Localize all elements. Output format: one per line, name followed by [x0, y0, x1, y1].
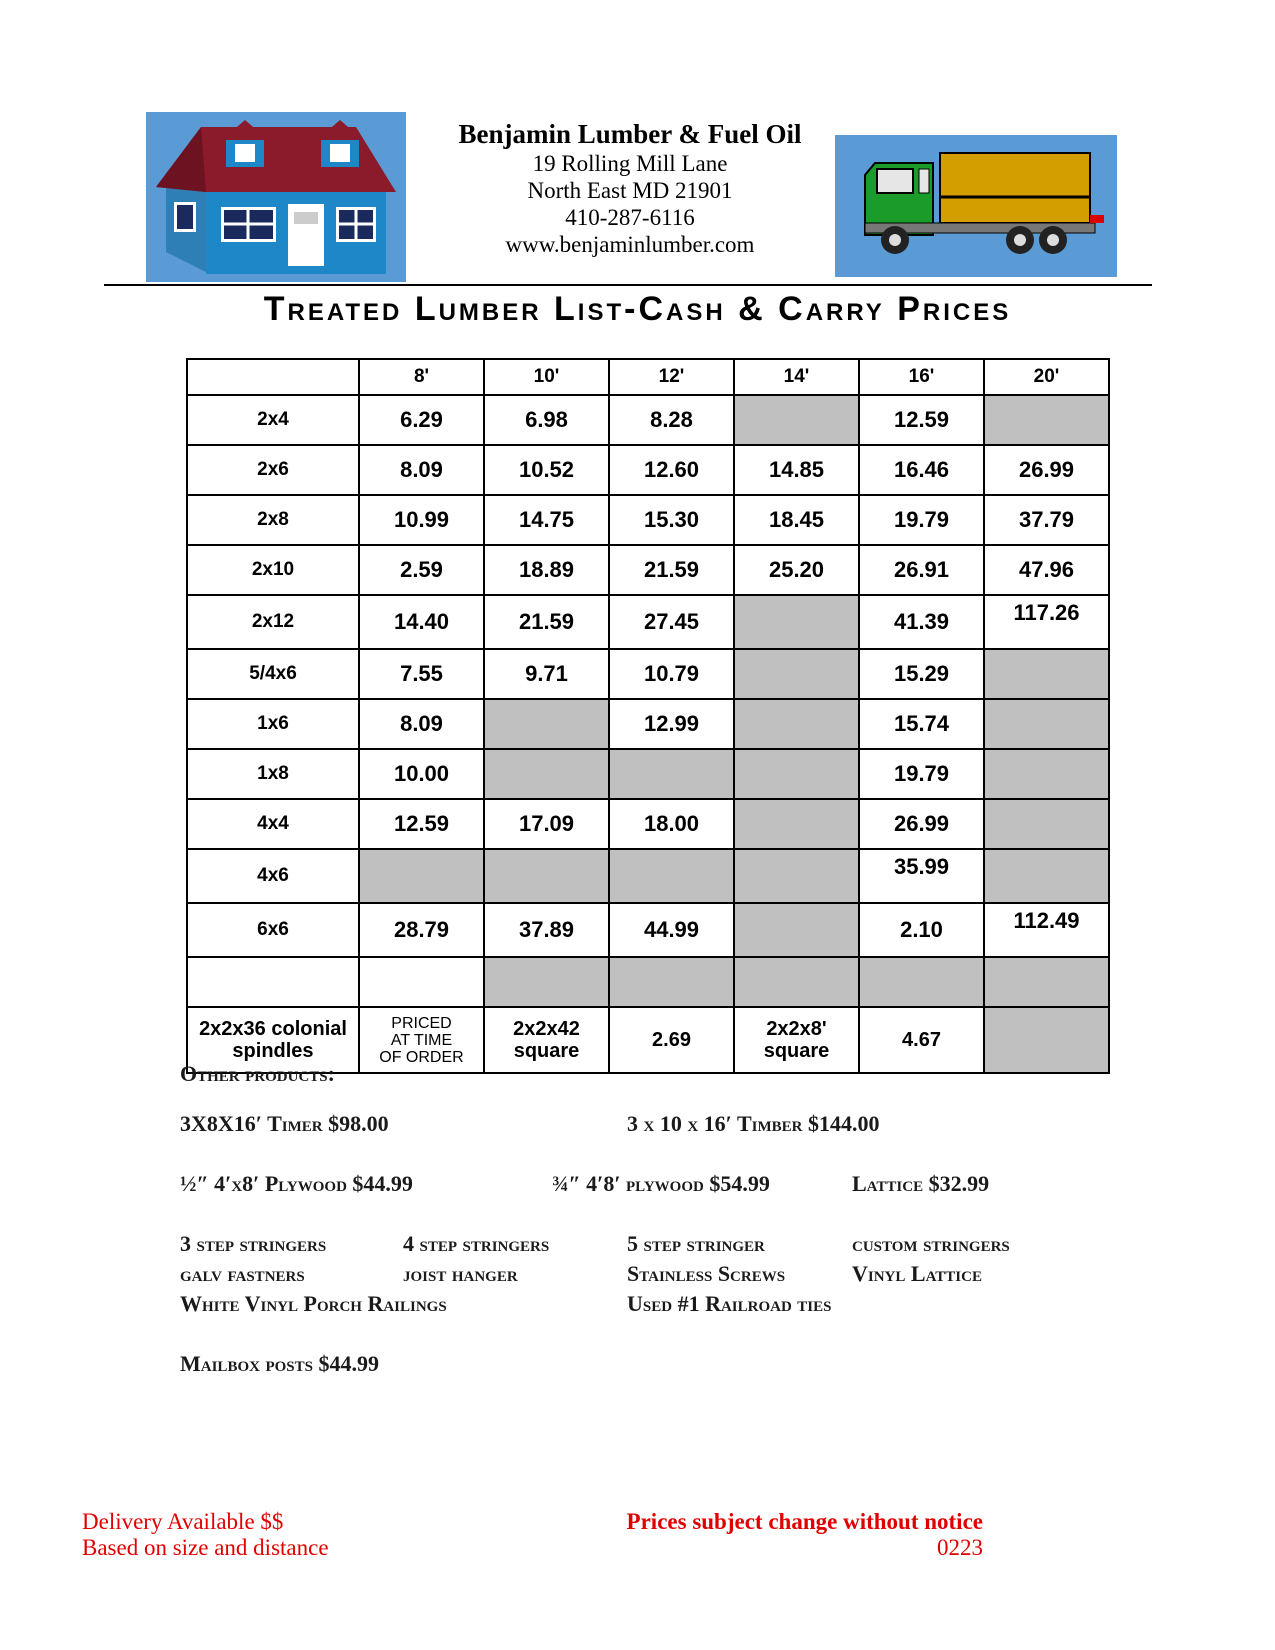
product-mailbox-posts: Mailbox posts $44.99 [180, 1351, 379, 1376]
price-cell: 26.91 [859, 545, 984, 595]
table-cell [984, 1007, 1109, 1073]
cell-text: spindles [232, 1040, 314, 1062]
product-galv-fastners: galv fastners [180, 1261, 305, 1286]
other-products-heading: Other products: [180, 1061, 335, 1086]
price-cell [734, 649, 859, 699]
product-railroad-ties: Used #1 Railroad ties [627, 1291, 832, 1316]
page-title: Treated Lumber List-Cash & Carry Prices [263, 290, 1012, 328]
product-stringers-3: 3 step stringers [180, 1231, 327, 1256]
product-stainless-screws: Stainless Screws [627, 1261, 786, 1286]
table-cell: 4.67 [859, 1007, 984, 1073]
product-joist-hanger: joist hanger [403, 1261, 518, 1286]
row-label [187, 957, 359, 1007]
price-cell: 19.79 [859, 749, 984, 799]
price-cell: 15.29 [859, 649, 984, 699]
price-cell: 25.20 [734, 545, 859, 595]
price-cell: 28.79 [359, 903, 484, 957]
price-notice-text: Prices subject change without notice [626, 1509, 983, 1534]
price-cell: 35.99 [859, 849, 984, 903]
truck-icon [835, 135, 1117, 277]
price-cell: 6.98 [484, 395, 609, 445]
price-cell [609, 849, 734, 903]
price-notice [593, 1509, 983, 1561]
cell-text: 2x2x42 [513, 1018, 580, 1040]
table-row [187, 495, 1109, 545]
price-cell [984, 699, 1109, 749]
price-cell: 26.99 [859, 799, 984, 849]
price-cell: 12.99 [609, 699, 734, 749]
row-label: 6x6 [187, 903, 359, 957]
product-lattice: Lattice $32.99 [852, 1171, 990, 1196]
cell-text: square [763, 1040, 830, 1062]
cell-text: PRICED [391, 1014, 452, 1032]
table-row [187, 649, 1109, 699]
document-code: 0223 [937, 1535, 983, 1560]
delivery-info [82, 1509, 329, 1561]
price-cell: 15.74 [859, 699, 984, 749]
table-header-row [187, 359, 1109, 395]
table-row [187, 395, 1109, 445]
price-cell [984, 649, 1109, 699]
price-cell: 17.09 [484, 799, 609, 849]
price-cell [859, 957, 984, 1007]
row-label: 4x4 [187, 799, 359, 849]
price-cell [734, 395, 859, 445]
product-stringers-4: 4 step stringers [403, 1231, 550, 1256]
price-cell: 2.10 [859, 903, 984, 957]
price-cell: 18.89 [484, 545, 609, 595]
price-cell: 7.55 [359, 649, 484, 699]
header-cell: 16' [859, 359, 984, 395]
row-label: 1x6 [187, 699, 359, 749]
price-cell: 18.45 [734, 495, 859, 545]
price-cell: 26.99 [984, 445, 1109, 495]
table-row [187, 903, 1109, 957]
product-stringers-custom: custom stringers [852, 1231, 1010, 1256]
table-cell [734, 1007, 859, 1073]
cell-text: 2x2x36 colonial [199, 1018, 347, 1040]
row-label: 2x10 [187, 545, 359, 595]
price-cell: 21.59 [484, 595, 609, 649]
price-cell [609, 749, 734, 799]
price-cell [734, 957, 859, 1007]
price-cell: 2.59 [359, 545, 484, 595]
price-cell: 27.45 [609, 595, 734, 649]
company-name: Benjamin Lumber & Fuel Oil [458, 119, 802, 149]
price-cell [734, 799, 859, 849]
price-cell [484, 957, 609, 1007]
table-cell: 2.69 [609, 1007, 734, 1073]
table-row [187, 957, 1109, 1007]
product-plywood-three-quarter: ¾″ 4′8′ plywood $54.99 [552, 1171, 770, 1196]
table-row [187, 445, 1109, 495]
price-cell: 21.59 [609, 545, 734, 595]
price-cell [484, 749, 609, 799]
header-cell: 12' [609, 359, 734, 395]
row-label: 2x6 [187, 445, 359, 495]
price-cell: 18.00 [609, 799, 734, 849]
price-cell [984, 957, 1109, 1007]
price-cell: 41.39 [859, 595, 984, 649]
header-cell: 8' [359, 359, 484, 395]
header-cell: 14' [734, 359, 859, 395]
row-label: 1x8 [187, 749, 359, 799]
price-cell: 16.46 [859, 445, 984, 495]
price-cell [734, 903, 859, 957]
table-cell [359, 1007, 484, 1073]
price-cell: 8.28 [609, 395, 734, 445]
price-cell: 14.85 [734, 445, 859, 495]
price-cell: 44.99 [609, 903, 734, 957]
row-label: 4x6 [187, 849, 359, 903]
price-cell: 10.00 [359, 749, 484, 799]
product-vinyl-lattice: Vinyl Lattice [852, 1261, 982, 1286]
row-label: 2x4 [187, 395, 359, 445]
price-cell [484, 849, 609, 903]
delivery-line-2: Based on size and distance [82, 1535, 329, 1560]
product-plywood-half: ½″ 4′x8′ Plywood $44.99 [180, 1171, 413, 1196]
price-table [186, 358, 1110, 1074]
price-cell [984, 799, 1109, 849]
price-cell: 10.79 [609, 649, 734, 699]
delivery-line-1: Delivery Available $$ [82, 1509, 284, 1534]
company-info [420, 118, 840, 258]
price-cell: 8.09 [359, 699, 484, 749]
price-cell: 19.79 [859, 495, 984, 545]
house-icon [146, 112, 406, 282]
cell-text: OF ORDER [379, 1048, 464, 1066]
company-phone: 410-287-6116 [565, 205, 695, 230]
product-stringer-5: 5 step stringer [627, 1231, 765, 1256]
cell-text: square [513, 1040, 580, 1062]
price-cell [359, 849, 484, 903]
company-city: North East MD 21901 [527, 178, 733, 203]
price-cell: 10.52 [484, 445, 609, 495]
price-cell: 10.99 [359, 495, 484, 545]
row-label: 2x8 [187, 495, 359, 545]
table-row [187, 595, 1109, 649]
row-label: 5/4x6 [187, 649, 359, 699]
header-cell: 10' [484, 359, 609, 395]
price-cell: 14.75 [484, 495, 609, 545]
price-cell: 37.89 [484, 903, 609, 957]
price-cell: 12.59 [359, 799, 484, 849]
price-cell [359, 957, 484, 1007]
price-cell [734, 699, 859, 749]
cell-text: AT TIME [390, 1031, 453, 1049]
header-divider [104, 284, 1152, 286]
table-row [187, 799, 1109, 849]
company-street: 19 Rolling Mill Lane [532, 151, 728, 176]
price-cell: 12.60 [609, 445, 734, 495]
table-row [187, 849, 1109, 903]
header-cell: 20' [984, 359, 1109, 395]
price-cell: 15.30 [609, 495, 734, 545]
table-cell [484, 1007, 609, 1073]
price-cell [734, 849, 859, 903]
price-cell [984, 395, 1109, 445]
price-cell: 117.26 [984, 595, 1109, 649]
price-cell: 37.79 [984, 495, 1109, 545]
header-cell [187, 359, 359, 395]
table-row [187, 699, 1109, 749]
price-cell: 6.29 [359, 395, 484, 445]
price-cell: 12.59 [859, 395, 984, 445]
product-porch-railings: White Vinyl Porch Railings [180, 1291, 447, 1316]
row-label: 2x12 [187, 595, 359, 649]
price-cell: 14.40 [359, 595, 484, 649]
cell-text: 2x2x8' [766, 1018, 827, 1040]
price-cell: 8.09 [359, 445, 484, 495]
price-cell: 9.71 [484, 649, 609, 699]
price-cell: 112.49 [984, 903, 1109, 957]
company-website[interactable]: www.benjaminlumber.com [505, 232, 755, 257]
price-cell: 47.96 [984, 545, 1109, 595]
price-cell [609, 957, 734, 1007]
price-cell [734, 749, 859, 799]
price-cell [984, 849, 1109, 903]
product-timber-3x10: 3 x 10 x 16′ Timber $144.00 [627, 1111, 880, 1136]
table-row [187, 749, 1109, 799]
price-cell [734, 595, 859, 649]
table-row [187, 545, 1109, 595]
price-cell [984, 749, 1109, 799]
product-timber-3x8: 3X8X16′ Timer $98.00 [180, 1111, 389, 1136]
price-cell [484, 699, 609, 749]
